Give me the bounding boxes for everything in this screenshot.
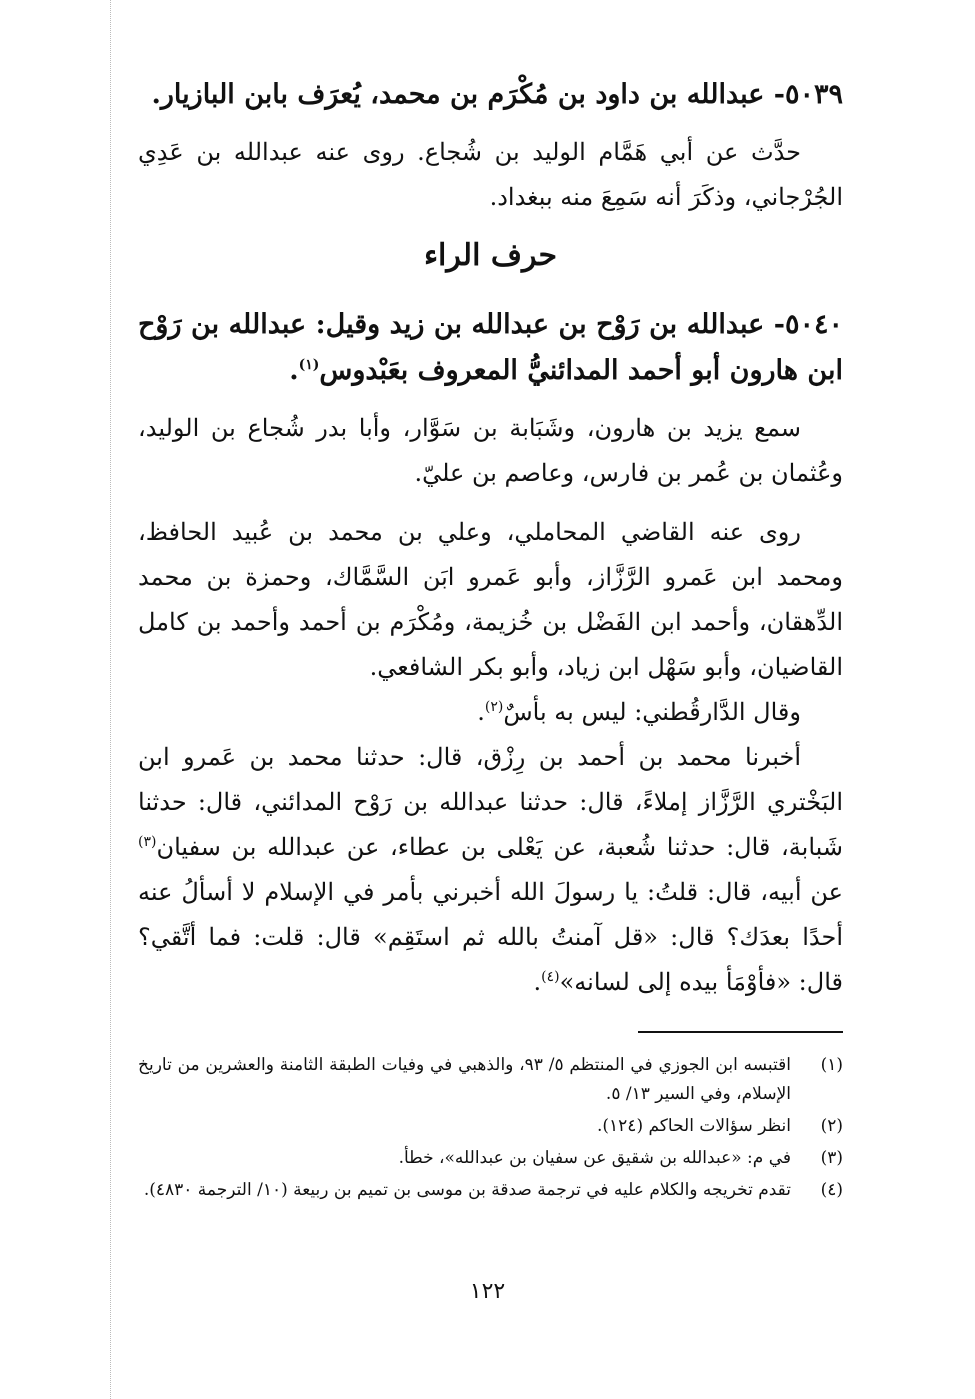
hadith-end: . — [533, 968, 542, 996]
entry-5040-title-end: . — [289, 355, 299, 386]
entry-5040-title-text: ٥٠٤٠- عبدالله بن رَوْح بن عبدالله بن زيد وقيل: عبدالله بن رَوْح ابن هارون أبو أحمد المدائنيُّ المعروف بعَبْدوس — [138, 309, 843, 386]
footnote-number: (٣) — [820, 1148, 843, 1168]
footnote-text: انظر سؤالات الحاكم (١٢٤). — [597, 1116, 791, 1136]
entry-5040 — [138, 302, 843, 1005]
footnote-ref-2[interactable]: (٢) — [484, 699, 504, 715]
entry-5039 — [138, 72, 843, 220]
footnote-ref-4[interactable]: (٤) — [541, 969, 560, 985]
footnote-divider — [638, 1031, 843, 1033]
footnote-text: في م: «عبدالله بن شقيق عن سفيان بن عبدالله»، خطأ. — [398, 1148, 791, 1168]
entry-5039-paragraph: حدَّث عن أبي هَمَّام الوليد بن شُجاع. روى عنه عبدالله بن عَدِي الجُرْجاني، وذكَرَ أنه سَمِعَ منه ببغداد. — [138, 138, 843, 211]
entry-5040-teachers: سمع يزيد بن هارون، وشَبَابة بن سَوَّار، وأبا بدر شُجاع بن الوليد، وعُثمان بن عُمر بن فارس، وعاصم بن عليّ. — [138, 414, 843, 487]
footnote-text: تقدم تخريجه والكلام عليه في ترجمة صدقة بن موسى بن تميم بن ربيعة (١٠/ الترجمة ٤٨٣٠). — [143, 1180, 791, 1200]
document-page — [138, 72, 843, 1208]
entry-5040-title — [138, 302, 843, 394]
footnote-ref-1[interactable]: (١) — [298, 357, 320, 373]
daraqutni-text: وقال الدَّارقُطني: ليس به بأسٌ — [503, 698, 801, 726]
footnote-3 — [138, 1144, 843, 1173]
footnotes — [138, 1051, 843, 1205]
daraqutni-end: . — [477, 698, 485, 726]
footnote-number: (٢) — [820, 1116, 843, 1136]
entry-5040-daraqutni — [138, 690, 843, 735]
page-gutter-line — [110, 0, 111, 1399]
footnote-ref-3[interactable]: (٣) — [138, 834, 157, 850]
footnote-2 — [138, 1112, 843, 1141]
section-heading: حرف الراء — [423, 238, 558, 273]
page-number: ١٢٢ — [469, 1279, 506, 1304]
footnote-number: (١) — [820, 1055, 843, 1075]
hadith-text-a: أخبرنا محمد بن أحمد بن رِزْق، قال: حدثنا محمد بن عَمرو ابن البَخْتري الرَّزَّاز إملاءً، قال: حدثنا عبدالله بن رَوْح المدائني، قال: حدثنا شَبابة، قال: حدثنا شُعبة، عن يَعْلى بن عطاء، عن عبدالله بن سفيان — [138, 743, 843, 861]
footnote-number: (٤) — [820, 1180, 843, 1200]
footnote-text: اقتبسه ابن الجوزي في المنتظم ٥/ ٩٣، والذهبي في وفيات الطبقة الثامنة والعشرين من تاريخ الإسلام، وفي السير ١٣/ ٥. — [138, 1055, 791, 1104]
footnote-4 — [138, 1176, 843, 1205]
hadith-text-b: عن أبيه، قال: قلتُ: يا رسولَ الله أخبرني بأمر في الإسلام لا أسألُ عنه أحدًا بعدَك؟ قال: «قل آمنتُ بالله ثم استَقِم» قال: قلت: فما أتَّقي؟ قال: «فأوْمَأ بيده إلى لسانه» — [138, 878, 844, 996]
entry-5039-title: ٥٠٣٩- عبدالله بن داود بن مُكْرَم بن محمد، يُعرَف بابن البازيار. — [151, 79, 843, 110]
entry-5040-students: روى عنه القاضي المحاملي، وعلي بن محمد بن عُبيد الحافظ، ومحمد ابن عَمرو الرَّزَّاز، وأبو عَمرو ابَن السَّمَّاك، وحمزة بن محمد الدِّهقان، وأحمد ابن الفَضْل بن خُزيمة، ومُكْرَم بن أحمد وأحمد بن كامل القاضيان، وأبو سَهْل ابن زياد، وأبو بكر الشافعي. — [138, 518, 843, 681]
footnote-1 — [138, 1051, 843, 1109]
entry-5040-hadith — [138, 735, 843, 1005]
